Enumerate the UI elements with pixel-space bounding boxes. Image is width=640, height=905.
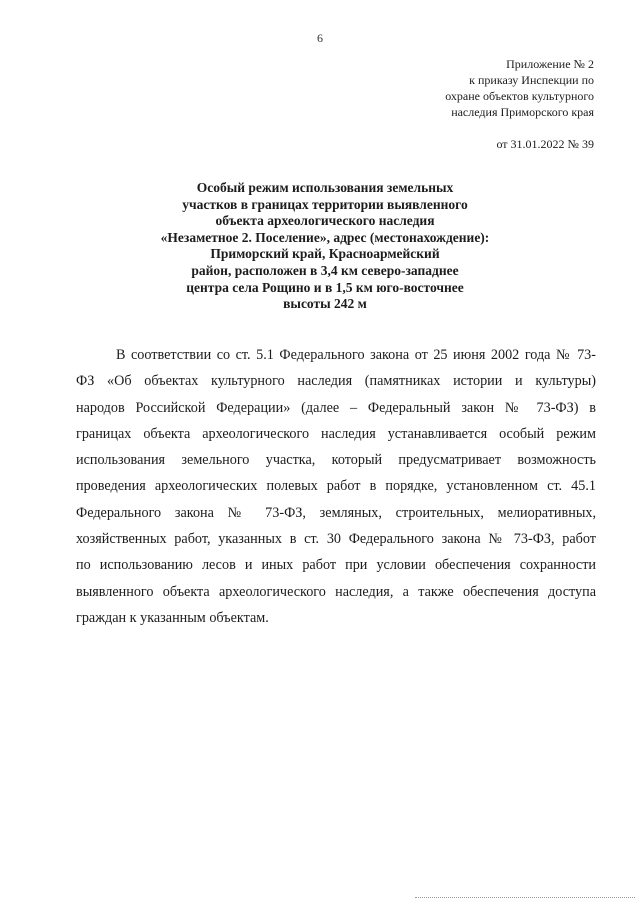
- appendix-header: [445, 56, 594, 152]
- document-title: [100, 180, 550, 313]
- title-line: центра села Рощино и в 1,5 км юго-восточнее: [186, 279, 464, 295]
- body-line: по использованию лесов и иных работ при условии обеспечения сохранности: [76, 557, 596, 574]
- title-line: «Незаметное 2. Поселение», адрес (местонахождение):: [160, 229, 490, 245]
- body-line: ФЗ «Об объектах культурного наследия (памятниках истории и культуры): [76, 373, 596, 390]
- appendix-line: наследия Приморского края: [451, 105, 594, 119]
- appendix-line: охране объектов культурного: [445, 89, 594, 103]
- page-number: 6: [317, 31, 323, 45]
- order-date: от 31.01.2022 № 39: [496, 137, 594, 151]
- title-line: Особый режим использования земельных: [196, 180, 454, 195]
- body-line: Федерального закона № 73-ФЗ, земляных, строительных, мелиоративных,: [76, 504, 596, 521]
- body-line: В соответствии со ст. 5.1 Федерального закона от 25 июня 2002 года № 73-: [116, 347, 596, 363]
- body-line: выявленного объекта археологического наследия, а также обеспечения доступа: [76, 583, 596, 600]
- body-line: границах объекта археологического наследия устанавливается особый режим: [76, 425, 596, 442]
- appendix-line: к приказу Инспекции по: [469, 73, 594, 87]
- title-line: район, расположен в 3,4 км северо-западнее: [191, 262, 459, 278]
- title-line: участков в границах территории выявленного: [182, 196, 468, 212]
- title-line: Приморский край, Красноармейский: [210, 246, 440, 262]
- title-line: объекта археологического наследия: [215, 213, 435, 229]
- body-paragraph: [76, 342, 596, 631]
- appendix-line: Приложение № 2: [506, 57, 594, 71]
- body-line: народов Российской Федерации» (далее – Федеральный закон № 73-ФЗ) в: [76, 399, 596, 416]
- body-line: проведения археологических полевых работ в порядке, установленном ст. 45.1: [76, 478, 596, 495]
- title-line: высоты 242 м: [283, 296, 367, 312]
- body-line: использования земельного участка, который предусматривает возможность: [76, 452, 596, 469]
- scan-artifact-line: [415, 897, 635, 899]
- body-line: граждан к указанным объектам.: [76, 609, 269, 626]
- body-line: хозяйственных работ, указанных в ст. 30 Федерального закона № 73-ФЗ, работ: [76, 531, 596, 548]
